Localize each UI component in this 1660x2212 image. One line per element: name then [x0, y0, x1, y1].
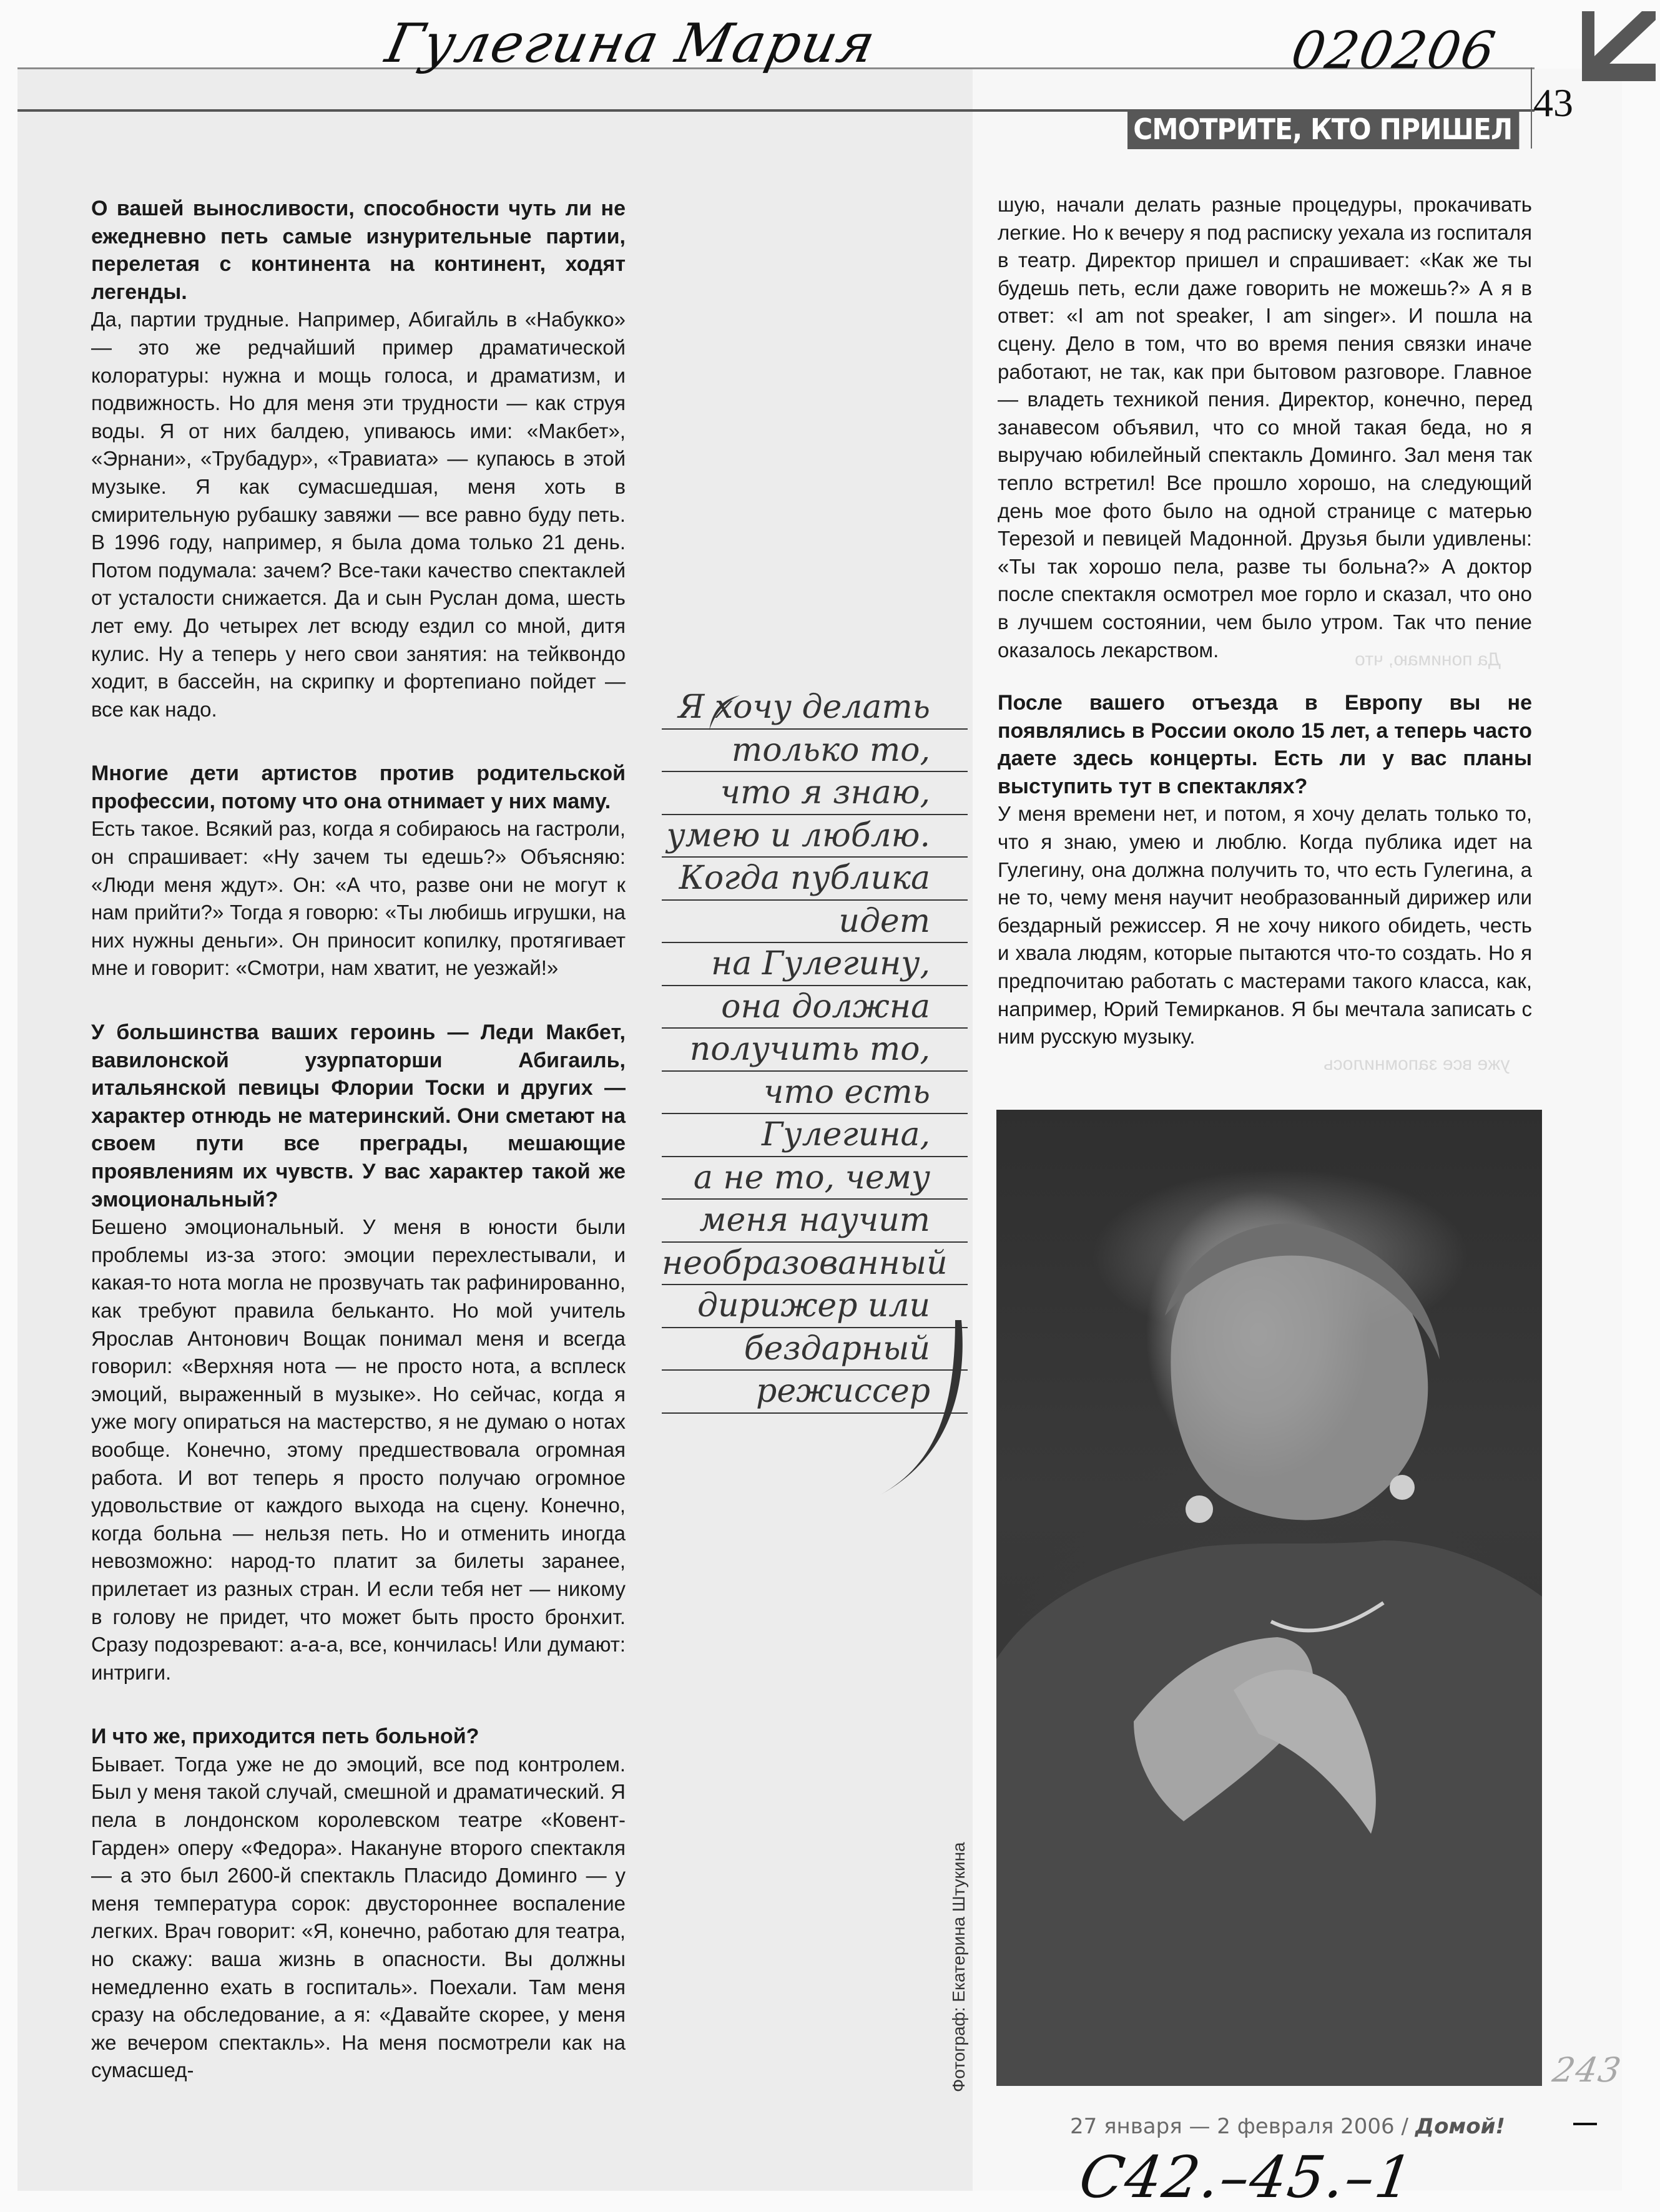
- pull-quote-line: Я хочу делать: [662, 687, 968, 730]
- right-column: [998, 191, 1532, 1087]
- close-bracket-icon: [874, 1314, 974, 1501]
- pull-quote-line: режиссер: [662, 1371, 968, 1414]
- handwritten-name: Гулегина Мария: [380, 12, 882, 75]
- pull-quote-line: умею и люблю.: [662, 815, 968, 858]
- question-5: После вашего отъезда в Европу вы не появлялись в России около 15 лет, а теперь часто даете здесь концерты. Есть ли у вас планы выступить тут в спектаклях?: [998, 691, 1532, 798]
- answer-4-continued: шую, начали делать разные процедуры, прокачивать легкие. Но к вечеру я под расписку уехала из госпиталя в театр. Директор пришел и спрашивает: «Как же ты будешь петь, если даже говорить не можешь?» А я в ответ: «I am not speaker, I am singer». И пошла на сцену. Дело в том, что во время пения связки иначе работают, не так, как при бытовом разговоре. Главное — владеть техникой пения. Директор, конечно, перед занавесом объявил, что со мной такая беда, но я выручаю юбилейный спектакль Доминго. Зал меня так тепло встретил! Все прошло хорошо, на следующий день мое фото было на одной странице с матерью Терезой и певицей Мадонной. Друзья были удивлены: «Ты так хорошо пела, разве ты больна?» А доктор после спектакля осмотрел мое горло и сказал, что оно в лучшем состоянии, чем было утром. Так что пение оказалось лекарством.: [998, 193, 1532, 662]
- open-bracket-icon: [705, 694, 743, 732]
- question-3: У большинства ваших героинь — Леди Макбет, вавилонской узурпаторши Абигаиль, итальянской певицы Флории Тоски и других — характер отнюдь не материнский. Они сметают на своем пути все преграды, мешающие проявлениям их чувств. У вас характер такой же эмоциональный?: [91, 1020, 626, 1211]
- handwritten-catalog-number: С42.–45.–1: [1075, 2144, 1418, 2211]
- pull-quote-line: она должна: [662, 986, 968, 1029]
- answer-2: Есть такое. Всякий раз, когда я собираюсь на гастроли, он спрашивает: «Ну зачем ты едешь?» Объясняю: «Люди меня ждут». Он: «А что, разве они не могут к нам прийти?» Тогда я говорю: «Ты любишь игрушки, на них нужны деньги». Он приносит копилку, протягивает мне и говорит: «Смотри, нам хватит, не уезжай!»: [91, 817, 626, 980]
- left-column: [91, 195, 626, 2121]
- pull-quote-line: а не то, чему: [662, 1157, 968, 1200]
- answer-3: Бешено эмоциональный. У меня в юности были проблемы из-за этого: эмоции перехлестывали, и какая-то нота могла не прозвучать так рафинированно, как требуют правила бельканто. Но мой учитель Ярослав Антонович Вощак понимал меня и всегда говорил: «Верхняя нота — не просто нота, а всплеск эмоций, выраженный в музыке». Но сейчас, когда я уже могу опираться на мастерство, я не думаю о нотах вообще. Конечно, этому предшествовала огромная работа. И вот теперь я просто получаю огромное удовольствие от каждого выхода на сцену. Конечно, когда больна — нельзя петь. Но и отменить иногда невозможно: народ-то платит за билеты заранее, прилетает из разных стран. И если тебя нет — никому в голову не придет, что может быть просто бронхит. Сразу подозревают: а-а-а, все, кончилась! Или думают: интриги.: [91, 1215, 626, 1684]
- margin-rule: [1531, 67, 1532, 149]
- bleed-through-text: уже все запомнилось: [1324, 1054, 1510, 1074]
- arrow-down-left-icon: [1581, 11, 1656, 81]
- portrait-photo: [996, 1110, 1542, 2086]
- portrait-silhouette-icon: [996, 1110, 1542, 2086]
- answer-4: Бывает. Тогда уже не до эмоций, все под контролем. Был у меня такой случай, смешной и драматический. Я пела в лондонском королевском театре «Ковент-Гарден» оперу «Федора». Накануне второго спектакля — а это был 2600-й спектакль Пласидо Доминго — у меня температура сорок: двустороннее воспаление легких. Врач говорит: «Я, конечно, работаю для театра, но скажу: ваша жизнь в опасности. Вы должны немедленно ехать в госпиталь». Поехали. Там меня сразу на обследование, а я: «Давайте скорее, у меня же вечером спектакль». На меня посмотрели как на сумасшед-: [91, 1752, 626, 2082]
- pull-quote-line: только то,: [662, 730, 968, 773]
- pull-quote-line: получить то,: [662, 1029, 968, 1072]
- question-2: Многие дети артистов против родительской профессии, потому что она отнимает у них маму.: [91, 761, 626, 813]
- pull-quote-line: необразованный: [662, 1243, 968, 1286]
- handwritten-dash: [1573, 2123, 1597, 2125]
- pull-quote-line: на Гулегину,: [662, 943, 968, 986]
- question-4: И что же, приходится петь больной?: [91, 1725, 479, 1749]
- pull-quote-line: идет: [662, 901, 968, 944]
- answer-5: У меня времени нет, и потом, я хочу делать только то, что я знаю, умею и люблю. Когда публика идет на Гулегину, она должна получить то, что есть Гулегина, а не то, чему меня научит необразованный дирижер или бездарный режиссер. Я не хочу никого обидеть, честь и хвала людям, которые пытаются что-то создать. Но я предпочитаю работать с мастерами такого класса, как, например, Юрий Темирканов. Я бы мечтала записать с ним русскую музыку.: [998, 802, 1532, 1049]
- pull-quote: [662, 687, 968, 1414]
- question-1: О вашей выносливости, способности чуть ли не ежедневно петь самые изнурительные партии, перелетая с континента на континент, ходят легенды.: [91, 197, 626, 304]
- section-label: СМОТРИТЕ, КТО ПРИШЕЛ: [1127, 109, 1519, 149]
- photo-credit: Фотограф: Екатерина Штукина: [949, 1842, 968, 2092]
- pull-quote-line: дирижер или: [662, 1285, 968, 1328]
- answer-1: Да, партии трудные. Например, Абигайль в «Набукко» — это же редчайший пример драматической колоратуры: нужна и мощь голоса, и драматизм, и подвижность. Но для меня эти трудности — как струя воды. Я от них балдею, упиваюсь ими: «Макбет», «Эрнани», «Трубадур», «Травиата» — купаюсь в этой музыке. Я как сумасшедшая, меня хоть в смирительную рубашку завяжи — все равно буду петь. В 1996 году, например, я была дома только 21 день. Потом подумала: зачем? Все-таки качество спектаклей от усталости снижается. Да и сын Руслан дома, шесть лет ему. До четырех лет всюду ездил со мной, дитя кулис. Ну а теперь у него свои занятия: на тейквондо ходит, в бассейн, на скрипку и фортепиано пойдет — все как надо.: [91, 308, 626, 721]
- footer-separator: /: [1401, 2114, 1408, 2139]
- footer: [1070, 2114, 1505, 2139]
- pencil-mark: 243: [1549, 2050, 1625, 2090]
- pull-quote-line: что есть: [662, 1072, 968, 1115]
- pull-quote-line: Гулегина,: [662, 1114, 968, 1157]
- magazine-name: Домой!: [1415, 2114, 1505, 2139]
- bleed-through-text: Да понимаю, что: [1355, 649, 1501, 670]
- pull-quote-line: что я знаю,: [662, 772, 968, 815]
- pull-quote-line: бездарный: [662, 1328, 968, 1371]
- pull-quote-line: меня научит: [662, 1200, 968, 1243]
- pull-quote-line: Когда публика: [662, 858, 968, 901]
- page-number: 43: [1533, 81, 1573, 125]
- handwritten-date: 020206: [1287, 21, 1501, 81]
- issue-dates: 27 января — 2 февраля 2006: [1070, 2114, 1395, 2139]
